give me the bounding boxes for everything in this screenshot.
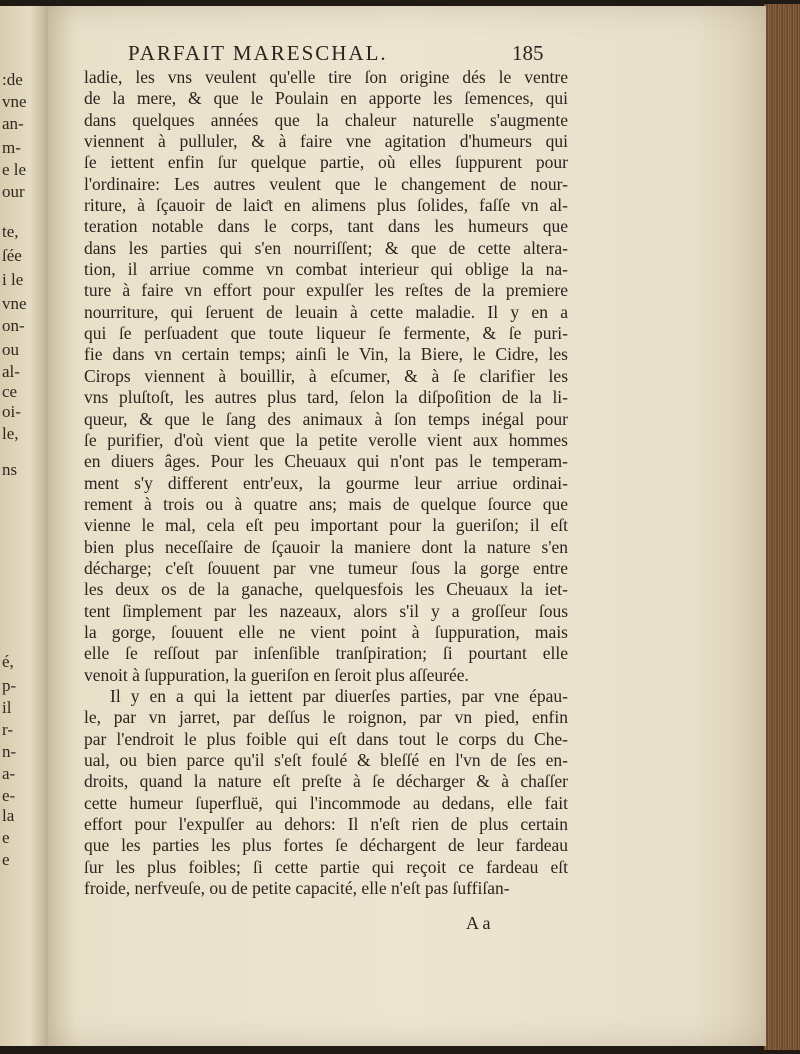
facing-page-fragment: n- — [2, 742, 17, 761]
text-line: ſur les plus foibles; ſi cette partie qui reçoit ce fardeau eſt — [84, 856, 568, 877]
text-line: l'ordinaire: Les autres veulent que le changement de nour- — [84, 173, 568, 194]
text-line: Il y en a qui la iettent par diuerſes parties, par vne épau- — [110, 685, 568, 706]
facing-page-fragment: m- — [2, 138, 21, 157]
text-line: dans quelques années que la chaleur naturelle s'augmente — [84, 109, 568, 130]
text-line: vienne le mal, cela eſt peu important pour la gueriſon; il eſt — [84, 515, 568, 536]
facing-page-fragment: an- — [2, 114, 24, 133]
facing-page-fragment: ns — [2, 460, 18, 479]
text-line: venoit à ſuppuration, la gueriſon en ſeroit plus aſſeurée. — [84, 664, 469, 685]
text-line: de la mere, & que le Poulain en apporte les ſemences, qui — [84, 88, 568, 109]
facing-page-fragment: p- — [2, 676, 17, 695]
facing-page-fragment: e- — [2, 786, 16, 805]
text-line: vns pluſtoſt, les autres plus tard, ſelon la diſpoſition de la li- — [84, 387, 568, 408]
text-line: par l'endroit le plus foible qui eſt dans tout le corps du Che- — [84, 728, 568, 749]
facing-page-fragment: ou — [2, 340, 19, 359]
facing-page-fragment: al- — [2, 362, 20, 381]
page-number: 185 — [512, 41, 544, 65]
text-line: tion, il arriue comme vn combat interieur qui oblige la na- — [84, 259, 568, 280]
running-head: PARFAIT MARESCHAL. — [128, 41, 388, 65]
text-line: viennent à pulluler, & à faire vne agitation d'humeurs qui — [84, 131, 568, 152]
text-line: cette humeur ſuperfluë, qui l'incommode au dedans, elle fait — [84, 792, 568, 813]
text-line: ment s'y different entr'eux, la gourme leur arriue ordinai- — [84, 472, 568, 493]
text-line: elle ſe reſſout par inſenſible tranſpiration; ſi pourtant elle — [84, 643, 568, 664]
text-line: le, par vn jarret, par deſſus le roignon, par vn pied, enfin — [84, 707, 568, 728]
text-line: qui ſe perſuadent que toute liqueur ſe fermente, & ſe puri- — [84, 323, 568, 344]
text-line: bien plus neceſſaire de ſçauoir la maniere dont la nature s'en — [84, 536, 568, 557]
facing-page-fragment: ſée — [2, 246, 22, 265]
text-line: que les parties les plus fortes ſe déchargent de leur fardeau — [84, 835, 568, 856]
facing-page-fragment: e — [2, 850, 10, 869]
facing-page-fragment: oi- — [2, 402, 21, 421]
text-line: ladie, les vns veulent qu'elle tire ſon origine dés le ventre — [84, 67, 568, 87]
text-line: nourriture, qui ſeruent de leuain à cette maladie. Il y en a — [84, 301, 568, 322]
page-stack-edge — [764, 4, 800, 1050]
facing-page-fragment: le, — [2, 424, 19, 443]
catchword: A a — [466, 913, 491, 933]
text-line: froide, nerfveuſe, ou de petite capacité, elle n'eſt pas ſuffiſan- — [84, 878, 510, 899]
facing-page-fragment: e — [2, 828, 10, 847]
text-line: ual, ou bien parce qu'il s'eſt foulé & bleſſé en l'vn de ſes en- — [84, 750, 568, 770]
text-line: droits, quand la nature eſt preſte à ſe décharger & à chaſſer — [84, 771, 568, 792]
facing-page-fragment: e le — [2, 160, 27, 179]
facing-page-fragment: r- — [2, 720, 13, 739]
facing-page-fragment: é, — [2, 652, 14, 671]
text-line: les deux os de la ganache, quelquesfois les Cheuaux la iet- — [84, 579, 568, 600]
text-line: dans les parties qui s'en nourriſſent; & que de cette altera- — [84, 237, 568, 258]
facing-page-fragment: vne — [2, 92, 27, 111]
body-text — [84, 67, 568, 899]
text-line: fie dans vn certain temps; ainſi le Vin, la Biere, le Cidre, les — [84, 344, 568, 365]
text-line: la gorge, ſouuent elle ne vient point à ſuppuration, mais — [84, 621, 568, 642]
text-line: ture à faire vn effort pour expulſer les reſtes de la premiere — [84, 280, 568, 301]
facing-page-fragment: :de — [2, 70, 23, 89]
facing-page-fragment: te, — [2, 222, 19, 241]
facing-page-fragment: a- — [2, 764, 16, 783]
facing-page-fragment: la — [2, 806, 15, 825]
text-line: tent ſimplement par les nazeaux, alors s'il y a groſſeur ſous — [84, 600, 568, 621]
facing-page-edge — [0, 6, 50, 1046]
facing-page-fragment: i le — [2, 270, 24, 289]
text-line: ſe purifier, d'où vient que la petite verolle vient aux hommes — [84, 429, 568, 450]
facing-page-fragment: vne — [2, 294, 27, 313]
text-line: décharge; c'eſt ſouuent par vne tumeur ſous la gorge entre — [84, 557, 568, 578]
facing-page-fragment: our — [2, 182, 25, 201]
book-page — [48, 6, 766, 1046]
text-line: Cirops viennent à bouillir, à eſcumer, & à ſe clarifier les — [84, 365, 568, 386]
text-line: rement à trois ou à quatre ans; mais de quelque ſource que — [84, 493, 568, 514]
text-line: riture, à ſçauoir de laiƈt en alimens plus ſolides, faſſe vn al- — [84, 195, 568, 216]
facing-page-fragment: ce — [2, 382, 18, 401]
facing-page-fragment: il — [2, 698, 12, 717]
text-line: en diuers âges. Pour les Cheuaux qui n'ont pas le temperam- — [84, 451, 568, 472]
text-line: effort pour l'expulſer au dehors: Il n'eſt rien de plus certain — [84, 814, 568, 835]
text-line: ſe iettent enfin ſur quelque partie, où elles ſuppurent pour — [84, 152, 568, 173]
text-line: queur, & que le ſang des animaux à ſon temps inégal pour — [84, 408, 568, 429]
text-line: teration notable dans le corps, tant dans les humeurs que — [84, 216, 568, 237]
facing-page-fragment: on- — [2, 316, 25, 335]
